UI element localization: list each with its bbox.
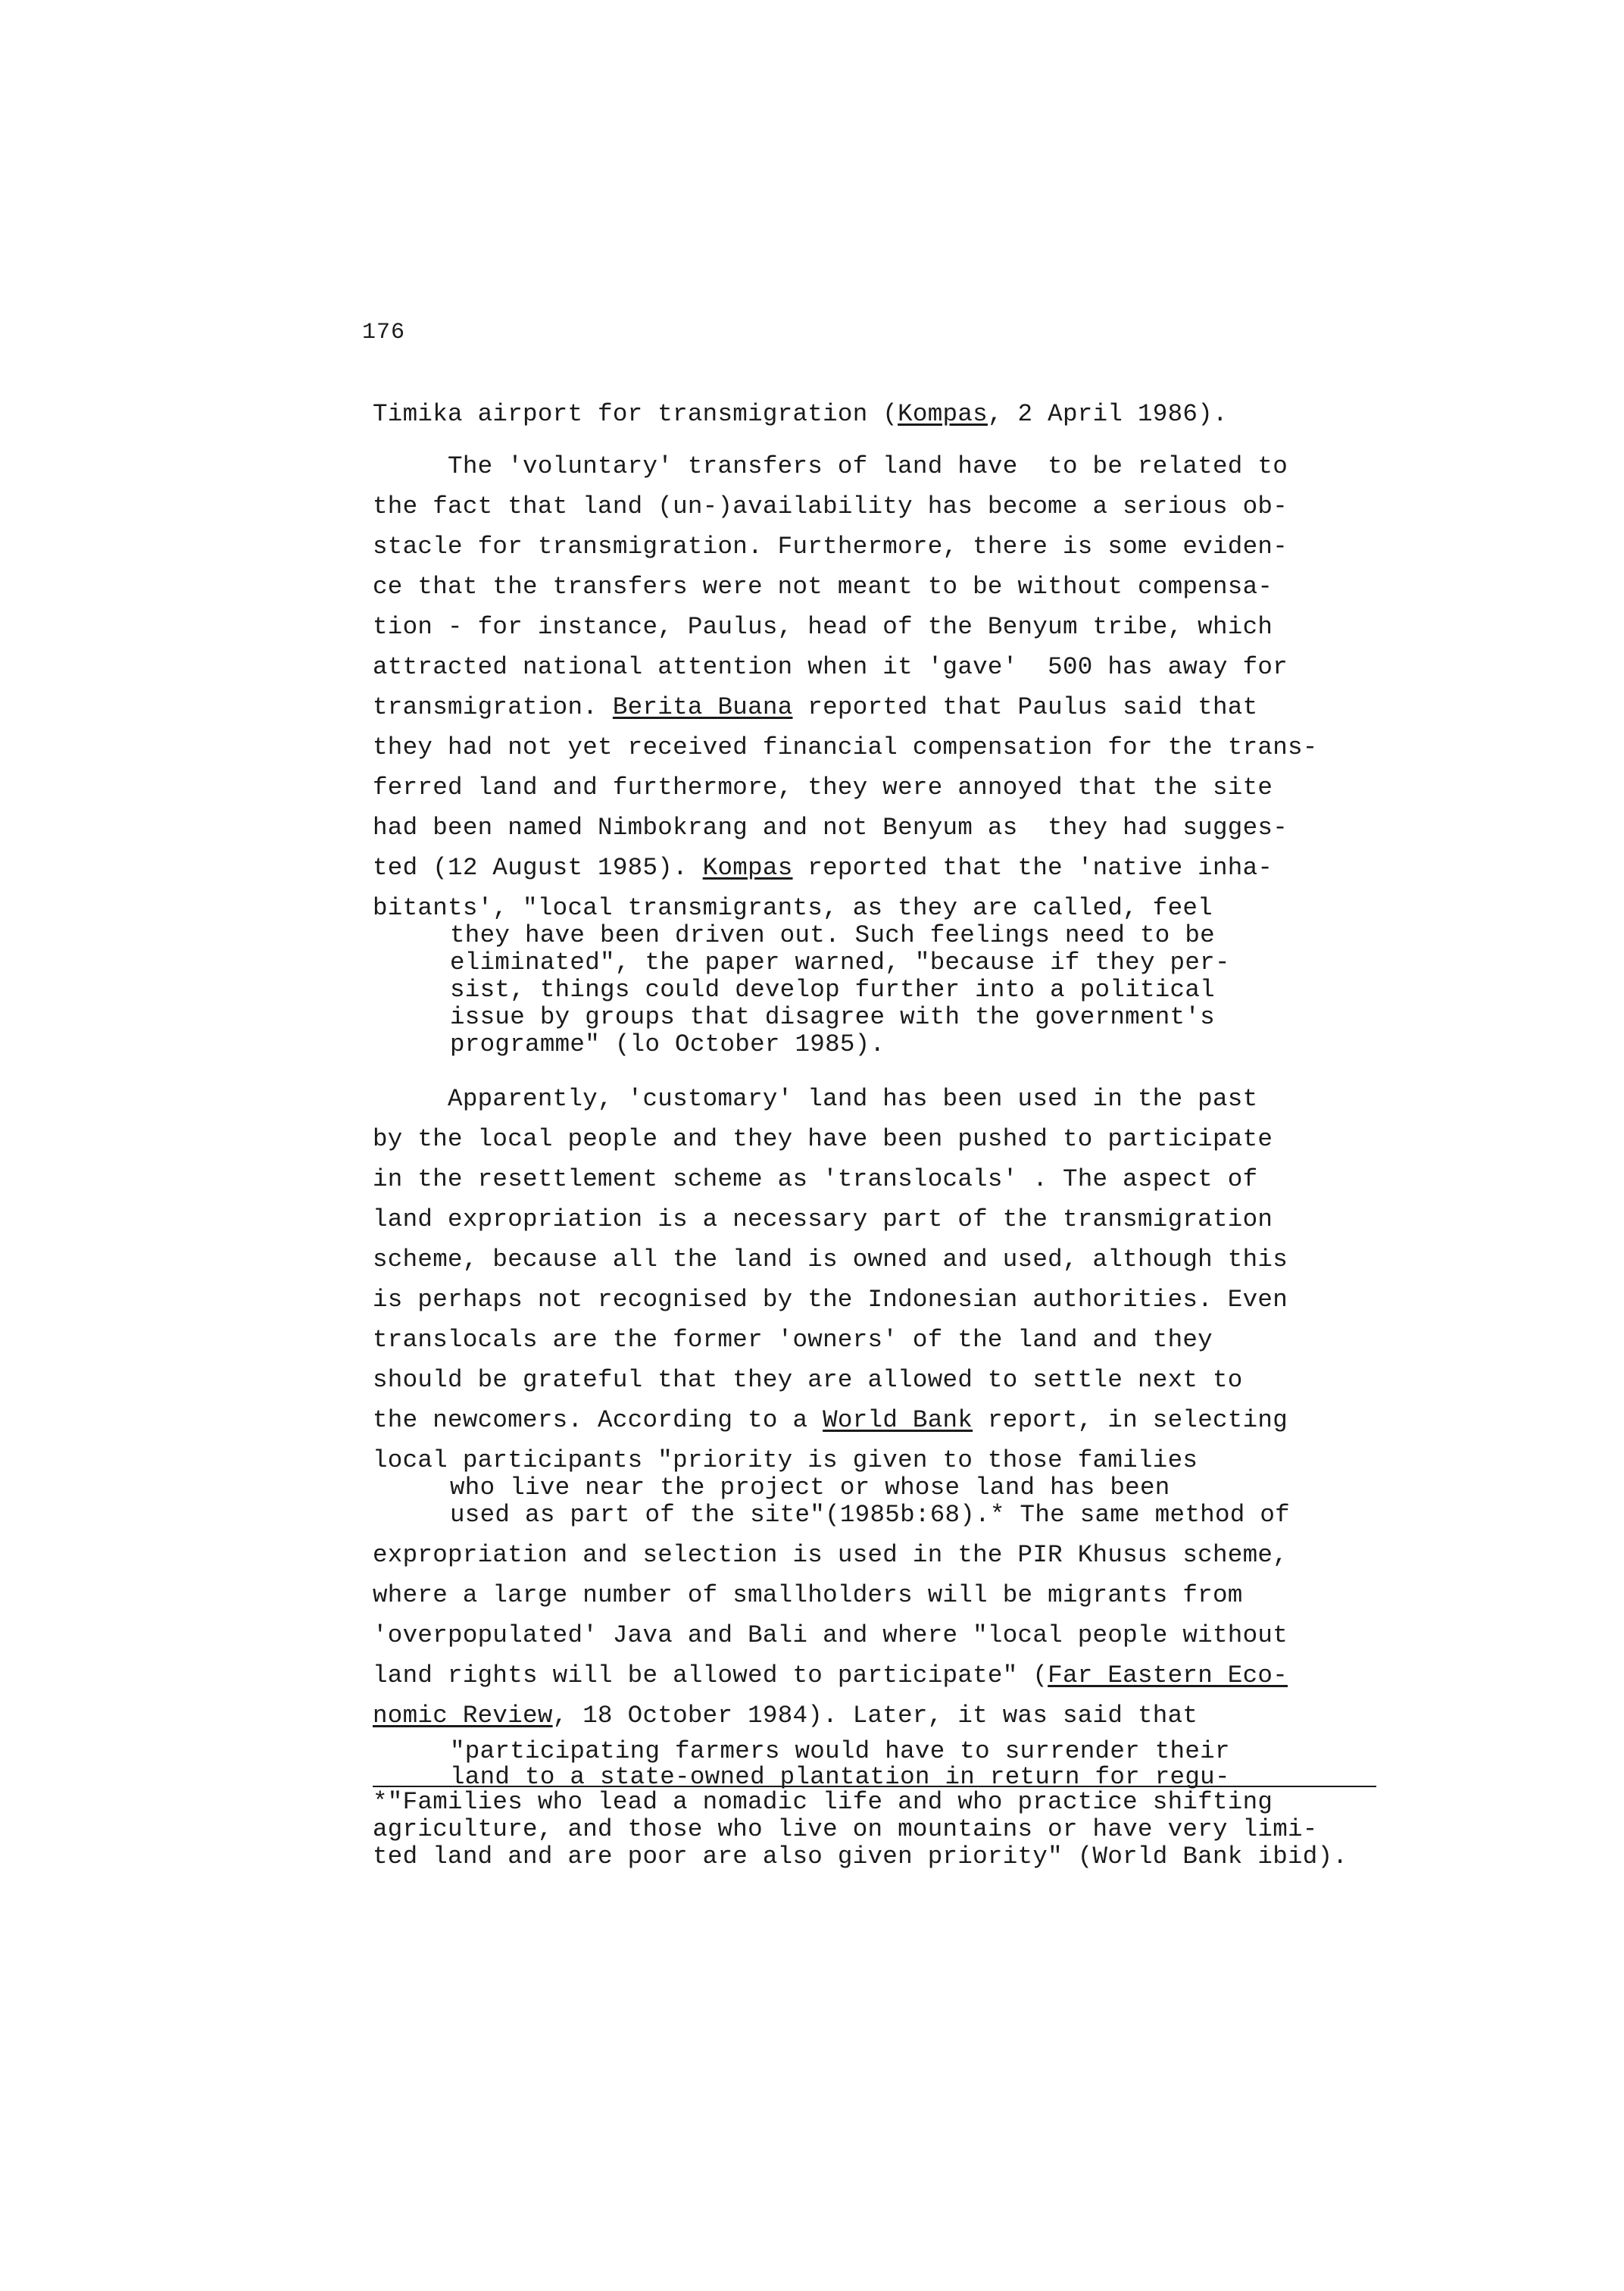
body-line xyxy=(373,400,1228,428)
body-line: ce that the transfers were not meant to be without compensa- xyxy=(373,573,1273,601)
footnote-line: *"Families who lead a nomadic life and who practice shifting xyxy=(373,1788,1273,1816)
body-line: where a large number of smallholders will be migrants from xyxy=(373,1581,1243,1609)
citation-kompas: Kompas xyxy=(898,400,988,428)
body-line: had been named Nimbokrang and not Benyum as they had sugges- xyxy=(373,814,1288,842)
body-text: land rights will be allowed to participate" ( xyxy=(373,1661,1048,1689)
body-line: should be grateful that they are allowed to settle next to xyxy=(373,1366,1243,1394)
citation-feer: nomic Review xyxy=(373,1702,553,1730)
quote-line: "participating farmers would have to surrender their xyxy=(450,1737,1230,1765)
body-text: , 2 April 1986). xyxy=(987,400,1228,428)
body-text: Timika airport for transmigration ( xyxy=(373,400,898,428)
body-line xyxy=(373,854,1273,882)
body-line: expropriation and selection is used in the PIR Khusus scheme, xyxy=(373,1541,1288,1569)
body-line xyxy=(373,1406,1288,1434)
body-line: stacle for transmigration. Furthermore, there is some eviden- xyxy=(373,533,1288,561)
body-text: reported that Paulus said that xyxy=(792,693,1258,721)
body-line: by the local people and they have been pushed to participate xyxy=(373,1125,1273,1153)
body-text: report, in selecting xyxy=(973,1406,1288,1434)
body-text: the newcomers. According to a xyxy=(373,1406,823,1434)
citation-world-bank: World Bank xyxy=(823,1406,973,1434)
body-line: attracted national attention when it 'gave' 500 has away for xyxy=(373,653,1288,681)
body-line: Apparently, 'customary' land has been used in the past xyxy=(373,1085,1258,1113)
body-line: The 'voluntary' transfers of land have to be related to xyxy=(373,452,1288,480)
footnote-line: ted land and are poor are also given priority" (World Bank ibid). xyxy=(373,1842,1348,1871)
quote-line: issue by groups that disagree with the government's xyxy=(450,1003,1215,1031)
body-line: in the resettlement scheme as 'translocals' . The aspect of xyxy=(373,1165,1258,1193)
body-line: is perhaps not recognised by the Indonesian authorities. Even xyxy=(373,1286,1288,1314)
body-line: 'overpopulated' Java and Bali and where "local people without xyxy=(373,1621,1288,1649)
body-text: ted (12 August 1985). xyxy=(373,854,703,882)
quote-line: they have been driven out. Such feelings need to be xyxy=(450,921,1215,949)
quote-line: programme" (lo October 1985). xyxy=(450,1030,885,1058)
body-line: bitants', "local transmigrants, as they are called, feel xyxy=(373,894,1213,922)
footnote-line: agriculture, and those who live on mountains or have very limi- xyxy=(373,1815,1318,1843)
body-line: they had not yet received financial compensation for the trans- xyxy=(373,733,1318,761)
body-text: transmigration. xyxy=(373,693,613,721)
body-line: scheme, because all the land is owned and used, although this xyxy=(373,1246,1288,1274)
body-line: ferred land and furthermore, they were annoyed that the site xyxy=(373,774,1273,802)
body-line xyxy=(373,1702,1198,1730)
body-line xyxy=(373,693,1257,721)
body-line: translocals are the former 'owners' of the land and they xyxy=(373,1326,1213,1354)
body-line: local participants "priority is given to those families xyxy=(373,1446,1198,1474)
body-line xyxy=(373,1661,1288,1689)
quote-line: eliminated", the paper warned, "because if they per- xyxy=(450,949,1230,977)
quote-line: sist, things could develop further into a political xyxy=(450,976,1215,1004)
body-line: the fact that land (un-)availability has become a serious ob- xyxy=(373,492,1288,520)
quote-line: land to a state-owned plantation in return for regu- xyxy=(450,1763,1230,1791)
body-text: , 18 October 1984). Later, it was said that xyxy=(552,1702,1198,1730)
body-line: land expropriation is a necessary part of the transmigration xyxy=(373,1205,1273,1233)
quote-line: who live near the project or whose land has been xyxy=(450,1474,1170,1502)
page-number: 176 xyxy=(362,320,406,345)
citation-kompas: Kompas xyxy=(702,854,793,882)
citation-berita-buana: Berita Buana xyxy=(612,693,793,721)
quote-line: used as part of the site"(1985b:68).* The same method of xyxy=(450,1501,1290,1529)
body-text: reported that the 'native inha- xyxy=(792,854,1273,882)
citation-feer: Far Eastern Eco- xyxy=(1048,1661,1288,1689)
body-line: tion - for instance, Paulus, head of the Benyum tribe, which xyxy=(373,613,1273,641)
footnote-rule xyxy=(373,1786,1376,1787)
